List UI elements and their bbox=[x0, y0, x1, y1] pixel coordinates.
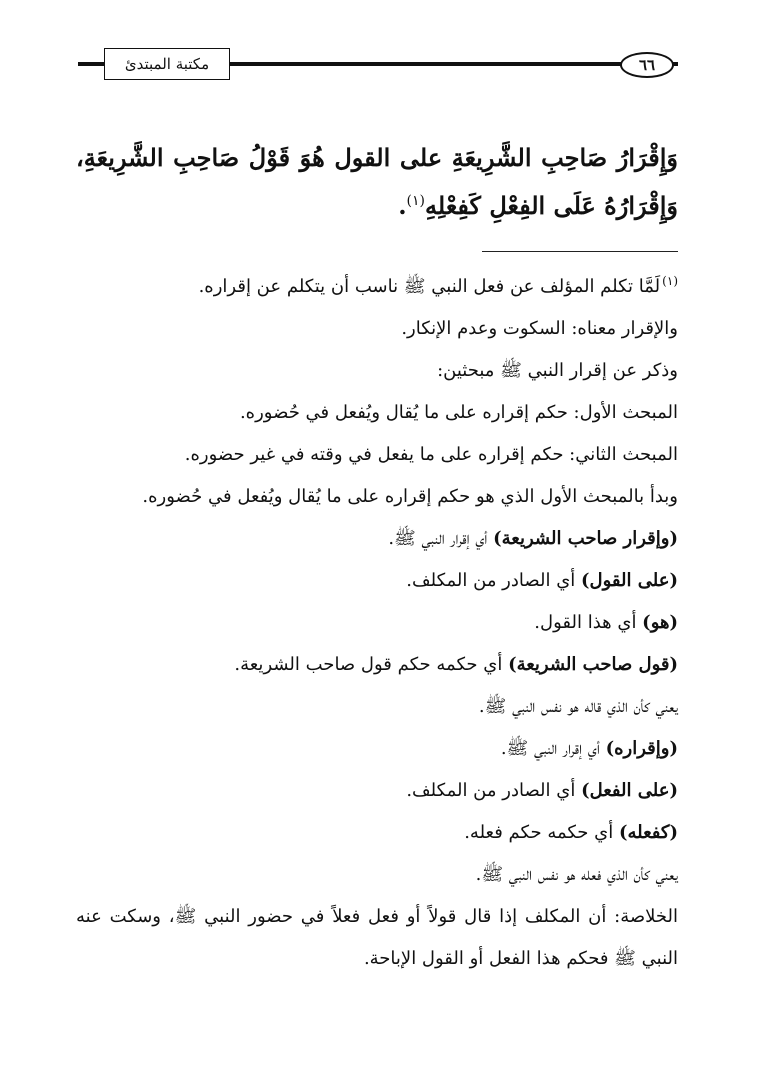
footnote-line bbox=[76, 392, 678, 434]
footnote-line bbox=[76, 350, 678, 392]
footnote-text: وذكر عن إقرار النبي ﷺ مبحثين: bbox=[437, 360, 678, 381]
footnote-line bbox=[76, 308, 678, 350]
gloss-term: (على القول) bbox=[581, 570, 678, 591]
gloss-line bbox=[76, 602, 678, 644]
main-text bbox=[76, 134, 678, 230]
footnote-line bbox=[76, 854, 678, 896]
footnotes bbox=[76, 266, 678, 980]
gloss-term: (وإقراره) bbox=[605, 738, 678, 759]
page-number: ٦٦ bbox=[638, 56, 656, 74]
gloss-text: أي هذا القول. bbox=[534, 612, 643, 633]
footnote-line bbox=[76, 434, 678, 476]
footnote-line bbox=[76, 686, 678, 728]
conclusion-text: النبي ﷺ فحكم هذا الفعل أو القول الإباحة. bbox=[363, 948, 678, 969]
gloss-line bbox=[76, 644, 678, 686]
gloss-term: (على الفعل) bbox=[581, 780, 678, 801]
footnote-text: وبدأ بالمبحث الأول الذي هو حكم إقراره على ما يُقال ويُفعل في حُضوره. bbox=[142, 486, 678, 507]
footnote-separator bbox=[482, 251, 678, 252]
gloss-term: (وإقرار صاحب الشريعة) bbox=[493, 528, 678, 549]
gloss-line bbox=[76, 560, 678, 602]
footnote-text: المبحث الأول: حكم إقراره على ما يُقال ويُفعل في حُضوره. bbox=[239, 402, 678, 423]
footnote-text: يعني كأن الذي قاله هو نفس النبي ﷺ. bbox=[478, 696, 678, 717]
gloss-text: أي إقرار النبي ﷺ. bbox=[500, 738, 606, 759]
gloss-text: أي حكمه حكم قول صاحب الشريعة. bbox=[234, 654, 509, 675]
conclusion-line bbox=[76, 938, 678, 980]
footnote-reference: (١) bbox=[406, 193, 426, 209]
main-text-end: . bbox=[398, 191, 407, 220]
gloss-term: (قول صاحب الشريعة) bbox=[508, 654, 678, 675]
footnote-line bbox=[76, 476, 678, 518]
gloss-term: (هو) bbox=[642, 612, 678, 633]
conclusion-line bbox=[76, 896, 678, 938]
gloss-text: أي إقرار النبي ﷺ. bbox=[388, 528, 494, 549]
main-text-body: وَإِقْرَارُ صَاحِبِ الشَّرِيعَةِ على القول هُوَ قَوْلُ صَاحِبِ الشَّرِيعَةِ، وَإِقْرَارُهُ عَلَى الفِعْلِ كَفِعْلِهِ bbox=[76, 143, 678, 220]
footnote-number: (١) bbox=[662, 274, 678, 288]
footnote-text: المبحث الثاني: حكم إقراره على ما يفعل في وقته في غير حضوره. bbox=[184, 444, 678, 465]
gloss-text: أي الصادر من المكلف. bbox=[406, 780, 582, 801]
gloss-text: أي الصادر من المكلف. bbox=[406, 570, 582, 591]
footnote-text: والإقرار معناه: السكوت وعدم الإنكار. bbox=[401, 318, 678, 339]
library-name-box bbox=[104, 48, 230, 80]
gloss-line bbox=[76, 518, 678, 560]
conclusion-text: الخلاصة: أن المكلف إذا قال قولاً أو فعل فعلاً في حضور النبي ﷺ، وسكت عنه bbox=[76, 906, 678, 927]
page-number-oval bbox=[620, 52, 674, 78]
gloss-text: أي حكمه حكم فعله. bbox=[464, 822, 619, 843]
gloss-line bbox=[76, 770, 678, 812]
footnote-text: لَمَّا تكلم المؤلف عن فعل النبي ﷺ ناسب أن يتكلم عن إقراره. bbox=[198, 276, 661, 297]
footnote-text: يعني كأن الذي فعله هو نفس النبي ﷺ. bbox=[475, 864, 678, 885]
gloss-line bbox=[76, 728, 678, 770]
gloss-line bbox=[76, 812, 678, 854]
gloss-term: (كفعله) bbox=[618, 822, 678, 843]
library-name: مكتبة المبتدئ bbox=[124, 55, 210, 73]
page-header bbox=[0, 0, 758, 100]
footnote-line bbox=[76, 266, 678, 308]
